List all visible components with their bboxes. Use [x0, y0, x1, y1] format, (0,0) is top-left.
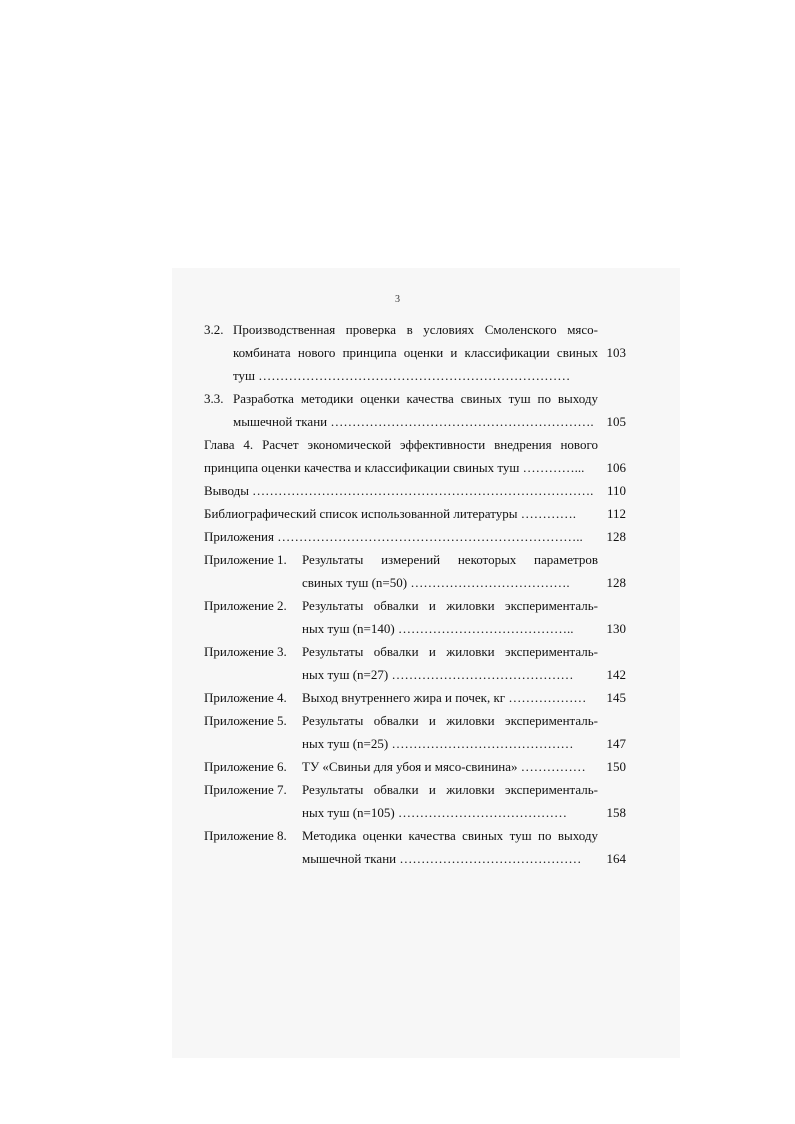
- toc-entry-page: 158: [606, 805, 626, 820]
- toc-entry-title: комбината нового принципа оценки и классификации свиных: [233, 345, 598, 360]
- toc-entry-label: Приложение 6.: [204, 759, 287, 774]
- toc-entry-label: Приложение 7.: [204, 782, 287, 797]
- toc-entry-title: Результаты измерений некоторых параметров: [302, 552, 598, 567]
- toc-entry-3-3: [204, 387, 626, 433]
- toc-entry-title: Результаты обвалки и жиловки эксперименталь-: [302, 782, 598, 797]
- toc-entry-title: Результаты обвалки и жиловки эксперименталь-: [302, 644, 598, 659]
- toc-entry-title: Разработка методики оценки качества свиных туш по выходу: [233, 391, 598, 406]
- toc-entry-appendix-6: [204, 755, 626, 778]
- toc-entry-number: 3.2.: [204, 322, 224, 337]
- page-number: 3: [395, 294, 400, 305]
- toc-entry-appendix-2: [204, 594, 626, 640]
- toc-entry-appendix-4: [204, 686, 626, 709]
- toc-entry-page: 110: [606, 483, 626, 498]
- table-of-contents: [204, 318, 626, 870]
- toc-entry-title: Приложения ……………………………………………………………..: [204, 529, 583, 544]
- toc-entry-page: 150: [606, 759, 626, 774]
- toc-entry-title: ных туш (n=25) ……………………………………: [302, 736, 574, 751]
- toc-entry-appendix-5: [204, 709, 626, 755]
- toc-entry-title: свиных туш (n=50) ……………………………….: [302, 575, 570, 590]
- toc-entry-title: ных туш (n=140) …………………………………..: [302, 621, 574, 636]
- toc-entry-page: 145: [606, 690, 626, 705]
- toc-entry-appendix-3: [204, 640, 626, 686]
- toc-entry-label: Приложение 3.: [204, 644, 287, 659]
- toc-entry-title: ных туш (n=105) …………………………………: [302, 805, 567, 820]
- toc-entry-appendix-7: [204, 778, 626, 824]
- toc-entry-title: принципа оценки качества и классификации свиных туш …………...: [204, 460, 585, 475]
- toc-entry-title: ТУ «Свиньи для убоя и мясо-свинина» ……………: [302, 759, 586, 774]
- toc-entry-title: Результаты обвалки и жиловки эксперименталь-: [302, 598, 598, 613]
- toc-entry-label: Приложение 2.: [204, 598, 287, 613]
- toc-entry-number: 3.3.: [204, 391, 224, 406]
- toc-entry-title: Выводы …………………………………………………………………….: [204, 483, 594, 498]
- toc-entry-title: Результаты обвалки и жиловки эксперименталь-: [302, 713, 598, 728]
- toc-entry-title: Библиографический список использованной литературы ………….: [204, 506, 576, 521]
- toc-entry-label: Приложение 4.: [204, 690, 287, 705]
- toc-entry-page: 112: [606, 506, 626, 521]
- toc-entry-title: Глава 4. Расчет экономической эффективности внедрения нового: [204, 437, 598, 452]
- toc-entry-title: ных туш (n=27) ……………………………………: [302, 667, 574, 682]
- toc-entry-label: Приложение 5.: [204, 713, 287, 728]
- toc-entry-page: 142: [606, 667, 626, 682]
- toc-entry-title: мышечной ткани …………………………………………………….: [233, 414, 594, 429]
- toc-entry-3-2: [204, 318, 626, 387]
- toc-entry-appendix-1: [204, 548, 626, 594]
- toc-entry-conclusions: [204, 479, 626, 502]
- toc-entry-page: 105: [606, 414, 626, 429]
- toc-entry-bibliography: [204, 502, 626, 525]
- toc-entry-title: туш ………………………………………………………………: [233, 368, 571, 383]
- toc-entry-title: Методика оценки качества свиных туш по выходу: [302, 828, 598, 843]
- toc-entry-page: 164: [606, 851, 626, 866]
- toc-entry-page: 128: [606, 575, 626, 590]
- toc-entry-page: 106: [606, 460, 626, 475]
- toc-entry-page: 130: [606, 621, 626, 636]
- toc-entry-page: 103: [606, 345, 626, 360]
- toc-entry-label: Приложение 1.: [204, 552, 287, 567]
- toc-entry-chapter-4: [204, 433, 626, 479]
- toc-entry-title: Выход внутреннего жира и почек, кг ………………: [302, 690, 587, 705]
- toc-entry-label: Приложение 8.: [204, 828, 287, 843]
- toc-entry-appendix-8: [204, 824, 626, 870]
- toc-entry-title: Производственная проверка в условиях Смоленского мясо-: [233, 322, 598, 337]
- toc-entry-appendices: [204, 525, 626, 548]
- toc-entry-page: 128: [606, 529, 626, 544]
- toc-entry-title: мышечной ткани ……………………………………: [302, 851, 582, 866]
- toc-entry-page: 147: [606, 736, 626, 751]
